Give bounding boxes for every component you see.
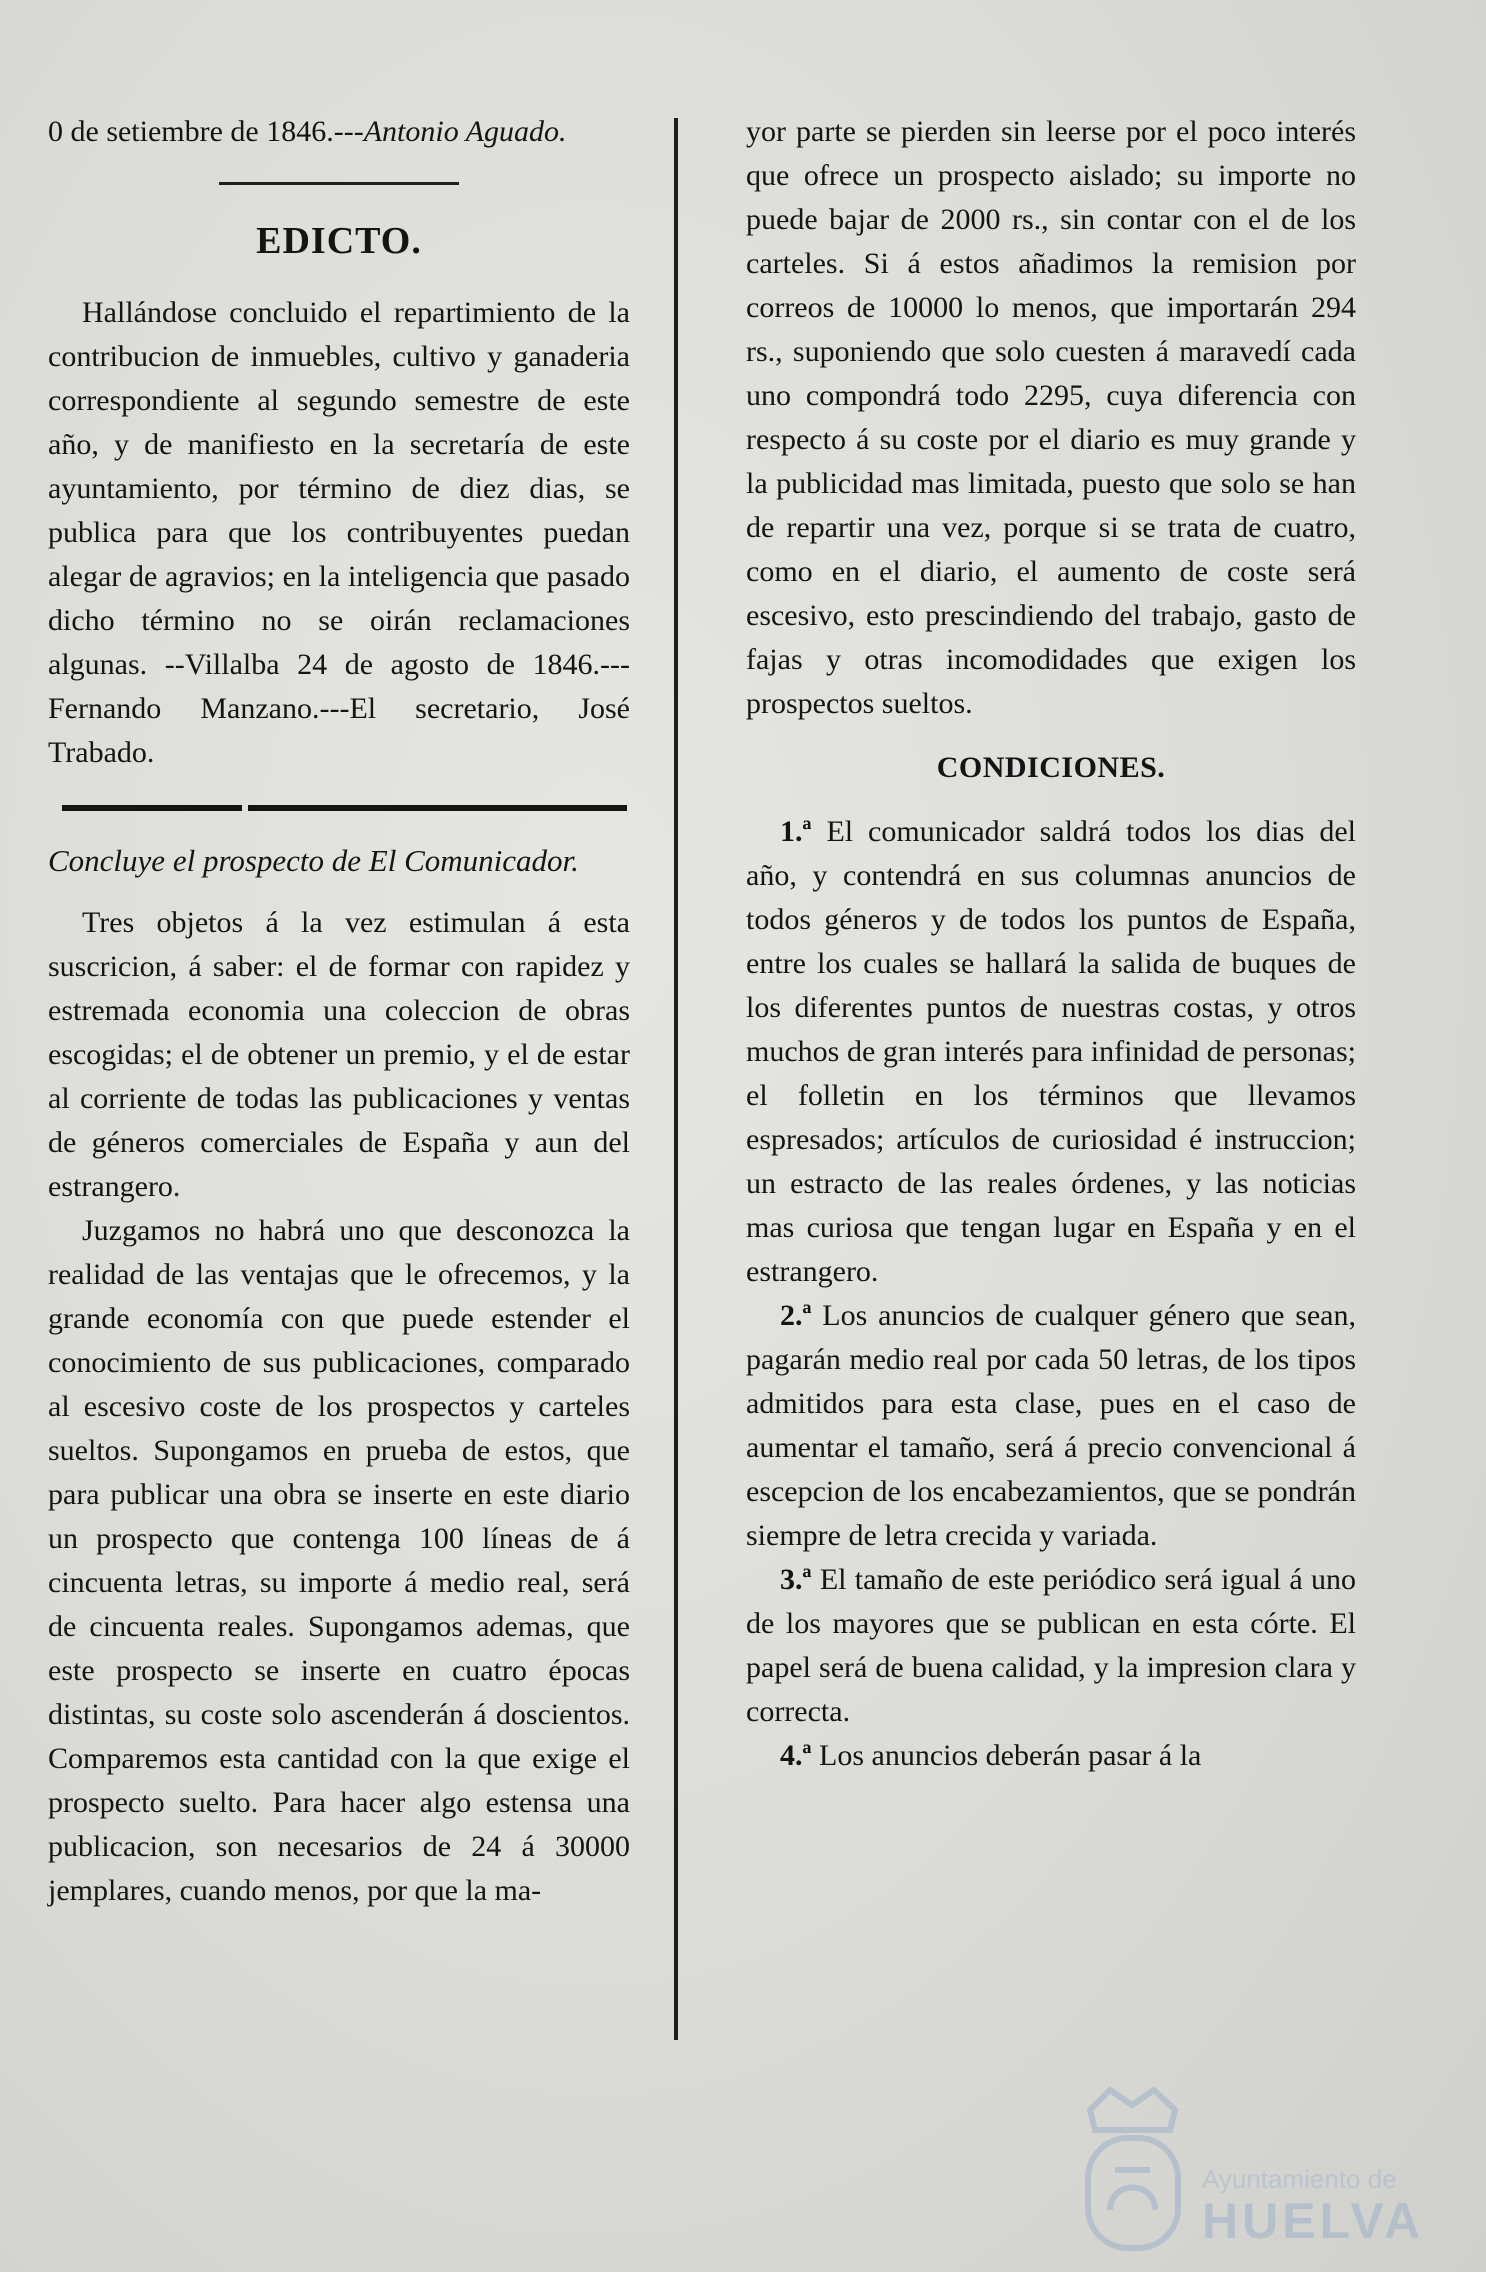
edicto-text: Hallándose concluido el repartimiento de la contribucion de inmuebles, cultivo y ganaderia correspondiente al segundo semestre de este año, y de manifiesto en la secretaría de este ayuntamiento, por término de diez dias, se publica para que los contribuyentes puedan alegar de agravios; en la inteligencia que pasado dicho término no se oirán reclamaciones algunas. --Villalba 24 de agosto de 1846.---Fernando Manzano.---El secretario, José Trabado. bbox=[48, 296, 630, 769]
prospecto-paragraph-1: Tres objetos á la vez estimulan á esta suscricion, á saber: el de formar con rapidez y estremada economia una coleccion de obras escogidas; el de obtener un premio, y el de estar al corriente de todas las publicaciones y ventas de géneros comerciales de España y aun del estrangero. bbox=[48, 906, 630, 1203]
condition-text: El comunicador saldrá todos los dias del año, y contendrá en sus columnas anuncios de todos géneros y de todos los puntos de España, entre los cuales se hallará la salida de buques de los diferentes puntos de nuestras costas, y otros muchos de gran interés para infinidad de personas; el folletin en los términos que llevamos espresados; artículos de curiosidad é instruccion; un estracto de las reales órdenes, y las noticias mas curiosa que tengan lugar en España y en el estrangero. bbox=[746, 815, 1356, 1288]
condition-text: El tamaño de este periódico será igual á uno de los mayores que se publican en esta córte. El papel será de buena calidad, y la impresion clara y correcta. bbox=[746, 1563, 1357, 1728]
condition-item bbox=[746, 1558, 1356, 1734]
dateline bbox=[48, 110, 630, 154]
condition-number: 4.ª bbox=[780, 1739, 812, 1772]
condiciones-heading: CONDICIONES. bbox=[936, 751, 1166, 784]
column-rule bbox=[674, 118, 678, 2040]
condition-text: Los anuncios deberán pasar á la bbox=[819, 1739, 1202, 1772]
prospecto-title: Concluye el prospecto de El Comunicador. bbox=[48, 843, 579, 878]
dateline-author: Antonio Aguado. bbox=[363, 115, 567, 148]
condition-item bbox=[746, 1294, 1356, 1558]
condition-number: 2.ª bbox=[780, 1299, 812, 1332]
section-divider bbox=[219, 182, 459, 185]
dateline-start: 0 de setiembre de 1846.--- bbox=[48, 115, 364, 148]
watermark-line1: Ayuntamiento de bbox=[1202, 2164, 1397, 2194]
prospecto-paragraph-2: Juzgamos no habrá uno que desconozca la realidad de las ventajas que le ofrecemos, y la grande economía con que puede estender el conocimiento de sus publicaciones, comparado al escesivo coste de los prospectos y carteles sueltos. Supongamos en prueba de estos, que para publicar una obra se inserte en este diario un prospecto que contenga 100 líneas de á cincuenta letras, su importe á medio real, será de cincuenta reales. Supongamos ademas, que este prospecto se inserte en cuatro épocas distintas, su coste solo ascenderán á doscientos. Comparemos esta cantidad con la que exige el prospecto suelto. Para hacer algo estensa una publicacion, son necesarios de 24 á 30000 jemplares, cuando menos, por que la ma- bbox=[48, 1214, 630, 1907]
ayuntamiento-watermark bbox=[1070, 2070, 1425, 2260]
watermark-line2: HUELVA bbox=[1202, 2193, 1425, 2249]
condition-item bbox=[746, 1734, 1356, 1778]
condition-item bbox=[746, 810, 1356, 1294]
huelva-crest-icon bbox=[1070, 2070, 1195, 2260]
condition-text: Los anuncios de cualquer género que sean, pagarán medio real por cada 50 letras, de los tipos admitidos para esta clase, pues en el caso de aumentar el tamaño, será á precio convencional á escepcion de los encabezamientos, que se pondrán siempre de letra crecida y variada. bbox=[746, 1299, 1356, 1552]
condition-number: 3.ª bbox=[780, 1563, 812, 1596]
edicto-heading: EDICTO. bbox=[256, 220, 422, 262]
prospecto-continuation: yor parte se pierden sin leerse por el poco interés que ofrece un prospecto aislado; su importe no puede bajar de 2000 rs., sin contar con el de los carteles. Si á estos añadimos la remision por correos de 10000 lo menos, que importarán 294 rs., suponiendo que solo cuesten á maravedí cada uno compondrá todo 2295, cuya diferencia con respecto á su coste por el diario es muy grande y la publicidad mas limitada, puesto que solo se han de repartir una vez, porque si se trata de cuatro, como en el diario, el aumento de coste será escesivo, esto prescindiendo del trabajo, gasto de fajas y otras incomodidades que exigen los prospectos sueltos. bbox=[746, 115, 1356, 720]
right-column bbox=[746, 110, 1356, 1778]
condition-number: 1.ª bbox=[780, 815, 812, 848]
section-divider-double bbox=[62, 805, 627, 811]
left-column bbox=[48, 110, 630, 1913]
